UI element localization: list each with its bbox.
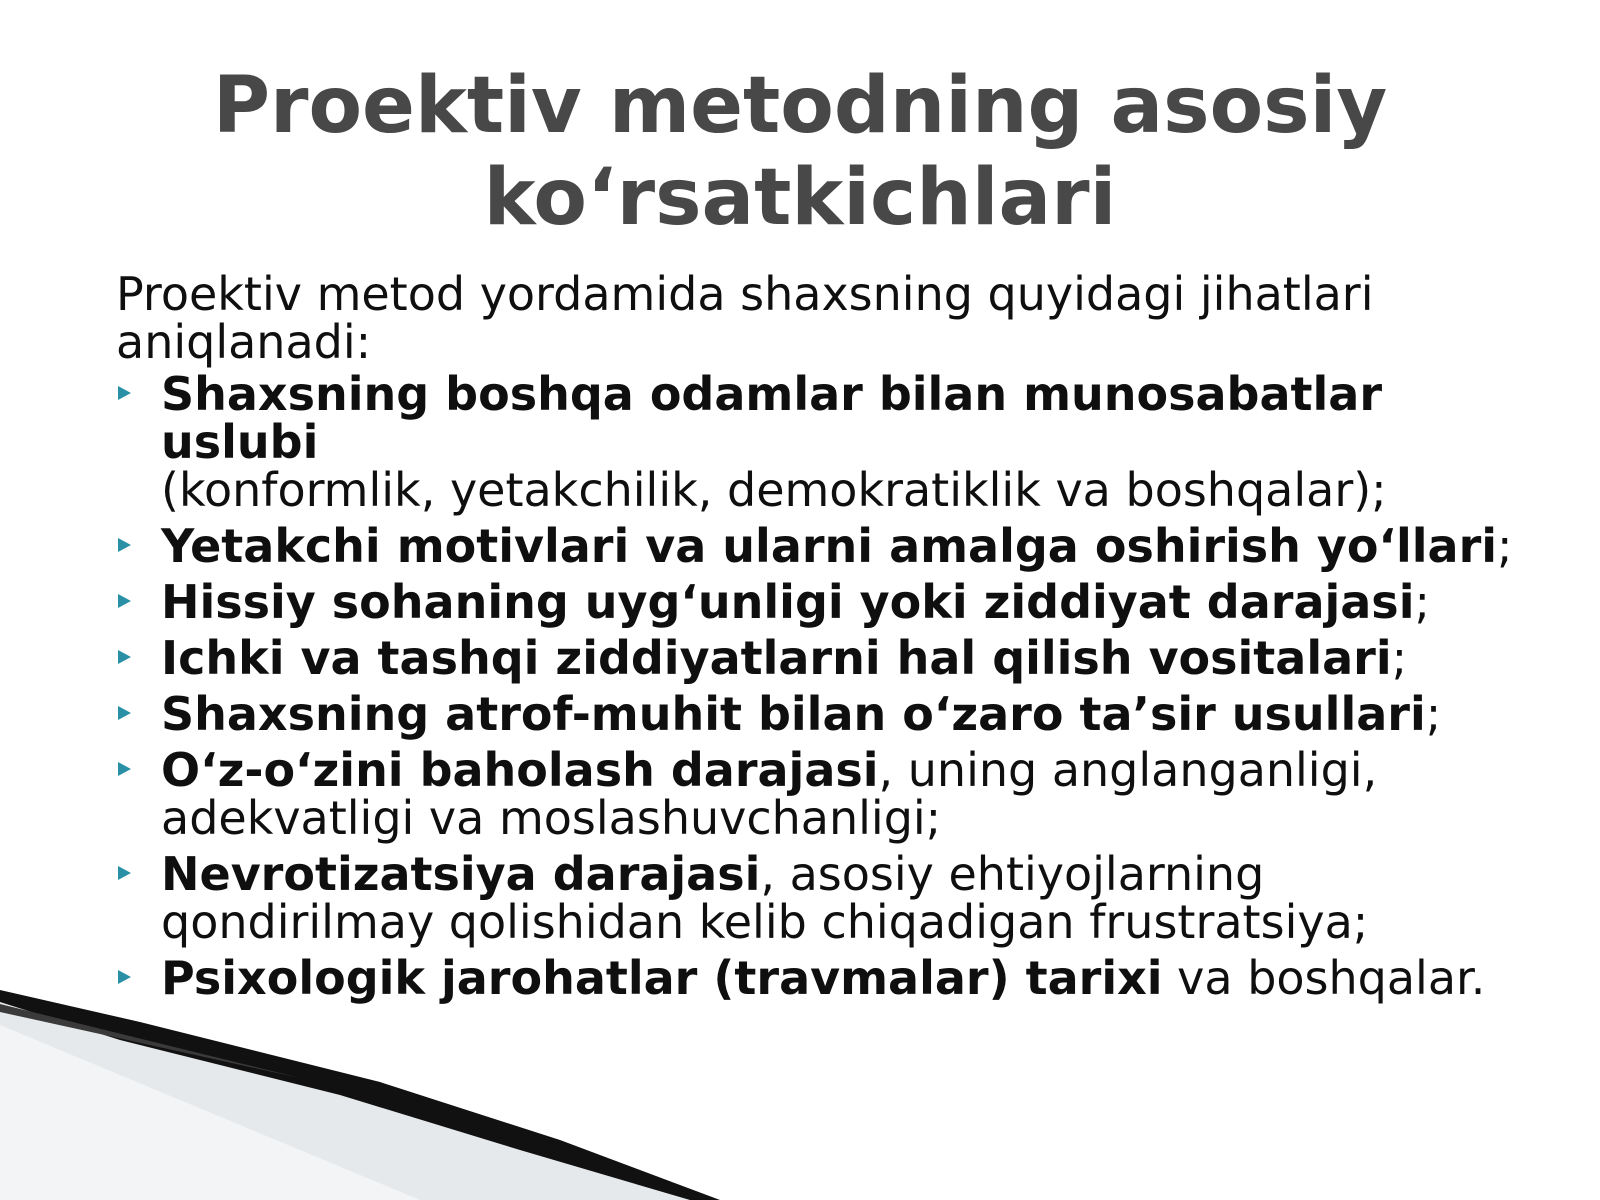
triangle-bullet-icon <box>118 650 131 664</box>
bullet-bold-text: Shaxsning atrof-muhit bilan o‘zaro ta’sir usullari <box>161 687 1426 741</box>
bullet-bold-text: Shaxsning boshqa odamlar bilan munosabatlar uslubi <box>161 367 1382 469</box>
list-item <box>116 367 1516 517</box>
bullet-bold-text: Yetakchi motivlari va ularni amalga oshirish yo‘llari <box>161 519 1498 573</box>
triangle-bullet-icon <box>118 970 131 984</box>
list-item <box>116 575 1516 629</box>
triangle-bullet-icon <box>118 538 131 552</box>
bullet-rest-text: ; <box>1425 687 1442 741</box>
list-item <box>116 687 1516 741</box>
list-item <box>116 951 1516 1005</box>
triangle-bullet-icon <box>118 866 131 880</box>
bullet-rest-text: va boshqalar. <box>1162 951 1486 1005</box>
triangle-bullet-icon <box>118 594 131 608</box>
bullet-list <box>116 367 1516 1005</box>
bullet-bold-text: Psixologik jarohatlar (travmalar) tarixi <box>161 951 1163 1005</box>
list-item <box>116 743 1516 845</box>
bullet-rest-text: ; <box>1497 519 1513 573</box>
triangle-bullet-icon <box>118 706 131 720</box>
bullet-bold-text: Nevrotizatsiya darajasi <box>161 847 761 901</box>
bullet-rest-text: ; <box>1391 631 1408 685</box>
list-item <box>116 519 1516 573</box>
slide-title: Proektiv metodning asosiy ko‘rsatkichlari <box>212 61 1388 243</box>
bullet-rest-text: (konformlik, yetakchilik, demokratiklik va boshqalar); <box>161 463 1387 517</box>
triangle-bullet-icon <box>118 762 131 776</box>
list-item <box>116 847 1516 949</box>
triangle-bullet-icon <box>118 386 131 400</box>
bullet-rest-text: ; <box>1414 575 1430 629</box>
slide-body <box>116 267 1516 1010</box>
intro-text: Proektiv metod yordamida shaxsning quyidagi jihatlari aniqlanadi: <box>116 267 1374 369</box>
bullet-bold-text: Hissiy sohaning uyg‘unligi yoki ziddiyat darajasi <box>161 575 1415 629</box>
bullet-rest-text: , uning anglanganligi, adekvatligi va moslashuvchanligi; <box>161 743 1378 845</box>
list-item <box>116 631 1516 685</box>
bullet-bold-text: Ichki va tashqi ziddiyatlarni hal qilish vositalari <box>161 631 1392 685</box>
bullet-bold-text: O‘z-o‘zini baholash darajasi <box>161 743 879 797</box>
bullet-rest-text: , asosiy ehtiyojlarning qondirilmay qolishidan kelib chiqadigan frustratsiya; <box>161 847 1369 949</box>
